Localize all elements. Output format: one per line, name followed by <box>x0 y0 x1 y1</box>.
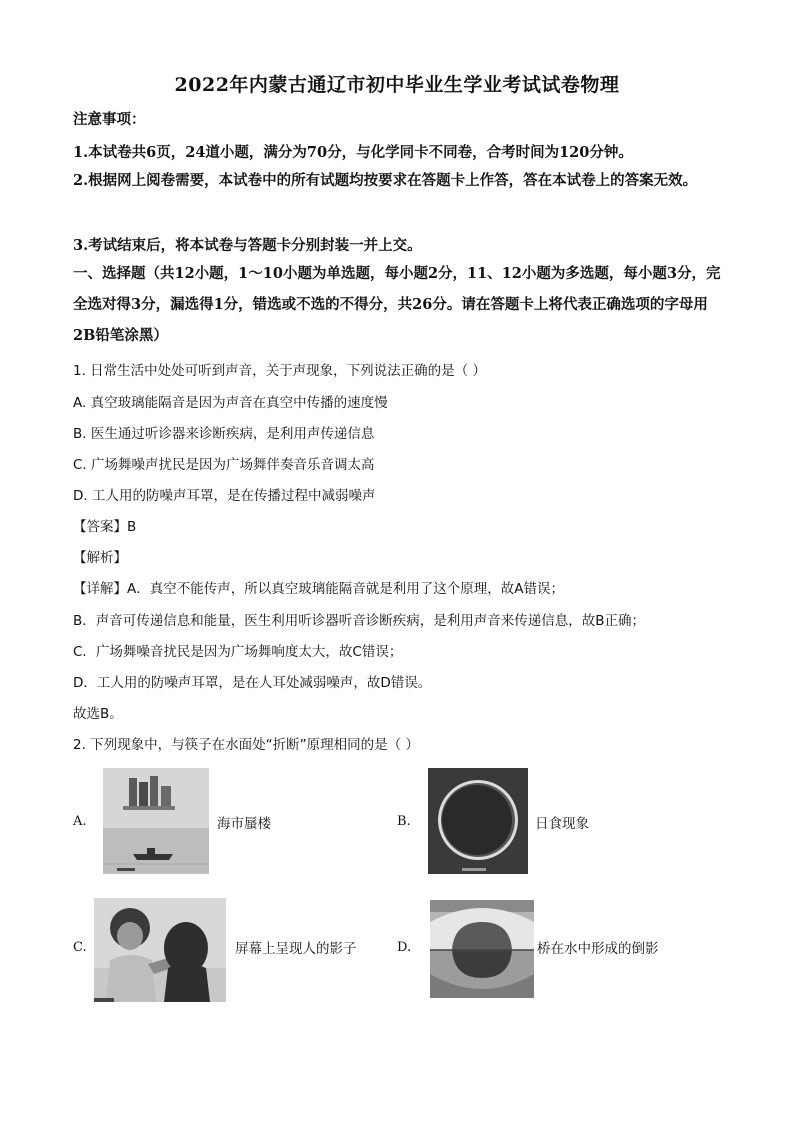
detail-line-5: 故选B。 <box>73 706 123 722</box>
question-1-stem: 1. 日常生活中处处可听到声音，关于声现象，下列说法正确的是（ ） <box>73 363 486 379</box>
q2-option-b-letter: B. <box>397 814 411 829</box>
hand-shadow-photo-icon <box>94 898 226 1002</box>
notice-item-1: 1.本试卷共6页，24道小题，满分为70分，与化学同卡不同卷，合考时间为120分钟。 <box>73 144 633 161</box>
q2-option-c-text: 屏幕上呈现人的影子 <box>235 941 357 957</box>
detail-line-1: 【详解】A．真空不能传声，所以真空玻璃能隔音就是利用了这个原理，故A错误； <box>73 581 564 597</box>
question-1-option-c: C. 广场舞噪声扰民是因为广场舞伴奏音乐音调太高 <box>73 457 375 473</box>
section-heading: 一、选择题（共12小题，1～10小题为单选题，每小题2分，11、12小题为多选题，每小题3分，完全选对得3分，漏选得1分，错选或不选的不得分，共26分。请在答题卡上将代表正确选项的字母用2B铅笔涂黑） <box>73 265 721 344</box>
detail-line-4: D．工人用的防噪声耳罩，是在人耳处减弱噪声，故D错误。 <box>73 675 432 691</box>
solar-eclipse-photo-icon <box>428 768 528 874</box>
answer-label: 【答案】B <box>73 519 137 535</box>
notice-heading: 注意事项： <box>73 111 146 128</box>
q2-option-c-letter: C. <box>73 940 87 955</box>
q2-option-b-text: 日食现象 <box>535 816 589 832</box>
question-1-option-d: D. 工人用的防噪声耳罩，是在传播过程中减弱噪声 <box>73 488 376 504</box>
mirage-photo-icon <box>103 768 209 874</box>
notice-item-3: 3.考试结束后，将本试卷与答题卡分别封装一并上交。 <box>73 237 422 254</box>
q2-option-a-text: 海市蜃楼 <box>217 816 271 832</box>
question-1-option-b: B. 医生通过听诊器来诊断疾病，是利用声传递信息 <box>73 426 375 442</box>
detail-line-3: C．广场舞噪音扰民是因为广场舞响度太大，故C错误； <box>73 644 403 660</box>
page-title: 2022年内蒙古通辽市初中毕业生学业考试试卷物理 <box>174 74 620 96</box>
detail-line-2: B．声音可传递信息和能量，医生利用听诊器听音诊断疾病，是利用声音来传递信息，故B正确； <box>73 613 646 629</box>
question-2-stem: 2. 下列现象中，与筷子在水面处“折断”原理相同的是（ ） <box>73 737 419 753</box>
q2-option-a-letter: A. <box>73 814 87 829</box>
notice-item-2: 2.根据网上阅卷需要，本试卷中的所有试题均按要求在答题卡上作答，答在本试卷上的答案无效。 <box>73 172 698 189</box>
bridge-reflection-photo-icon <box>430 900 534 998</box>
analysis-label: 【解析】 <box>73 550 127 566</box>
question-1-option-a: A. 真空玻璃能隔音是因为声音在真空中传播的速度慢 <box>73 395 388 411</box>
q2-option-d-text: 桥在水中形成的倒影 <box>537 941 659 957</box>
q2-option-d-letter: D. <box>397 940 412 955</box>
